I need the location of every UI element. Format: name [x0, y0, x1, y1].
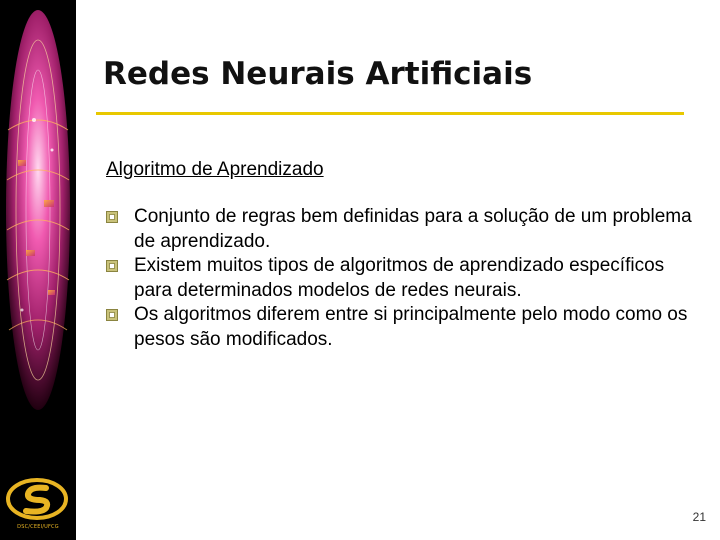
dsc-logo-icon: [6, 478, 68, 520]
list-item: [106, 303, 696, 352]
bullet-list: [106, 205, 696, 352]
bullet-text: Os algoritmos diferem entre si principalmente pelo modo como os pesos são modificados.: [134, 304, 688, 350]
list-item: [106, 254, 696, 303]
square-bullet-icon: [106, 309, 118, 321]
page-number: 21: [692, 510, 706, 524]
square-bullet-icon: [106, 211, 118, 223]
title-divider: [96, 112, 684, 115]
bullet-text: Existem muitos tipos de algoritmos de aprendizado específicos para determinados modelos de redes neurais.: [134, 255, 665, 301]
list-item: [106, 205, 696, 254]
logo-caption: DSC/CEEI/UFCG: [17, 524, 59, 530]
section-subtitle: Algoritmo de Aprendizado: [106, 159, 324, 180]
slide-title: Redes Neurais Artificiais: [103, 56, 533, 92]
neural-globe-image: [4, 10, 72, 440]
bullet-text: Conjunto de regras bem definidas para a solução de um problema de aprendizado.: [134, 206, 692, 252]
sidebar-decoration: [0, 0, 76, 540]
square-bullet-icon: [106, 260, 118, 272]
